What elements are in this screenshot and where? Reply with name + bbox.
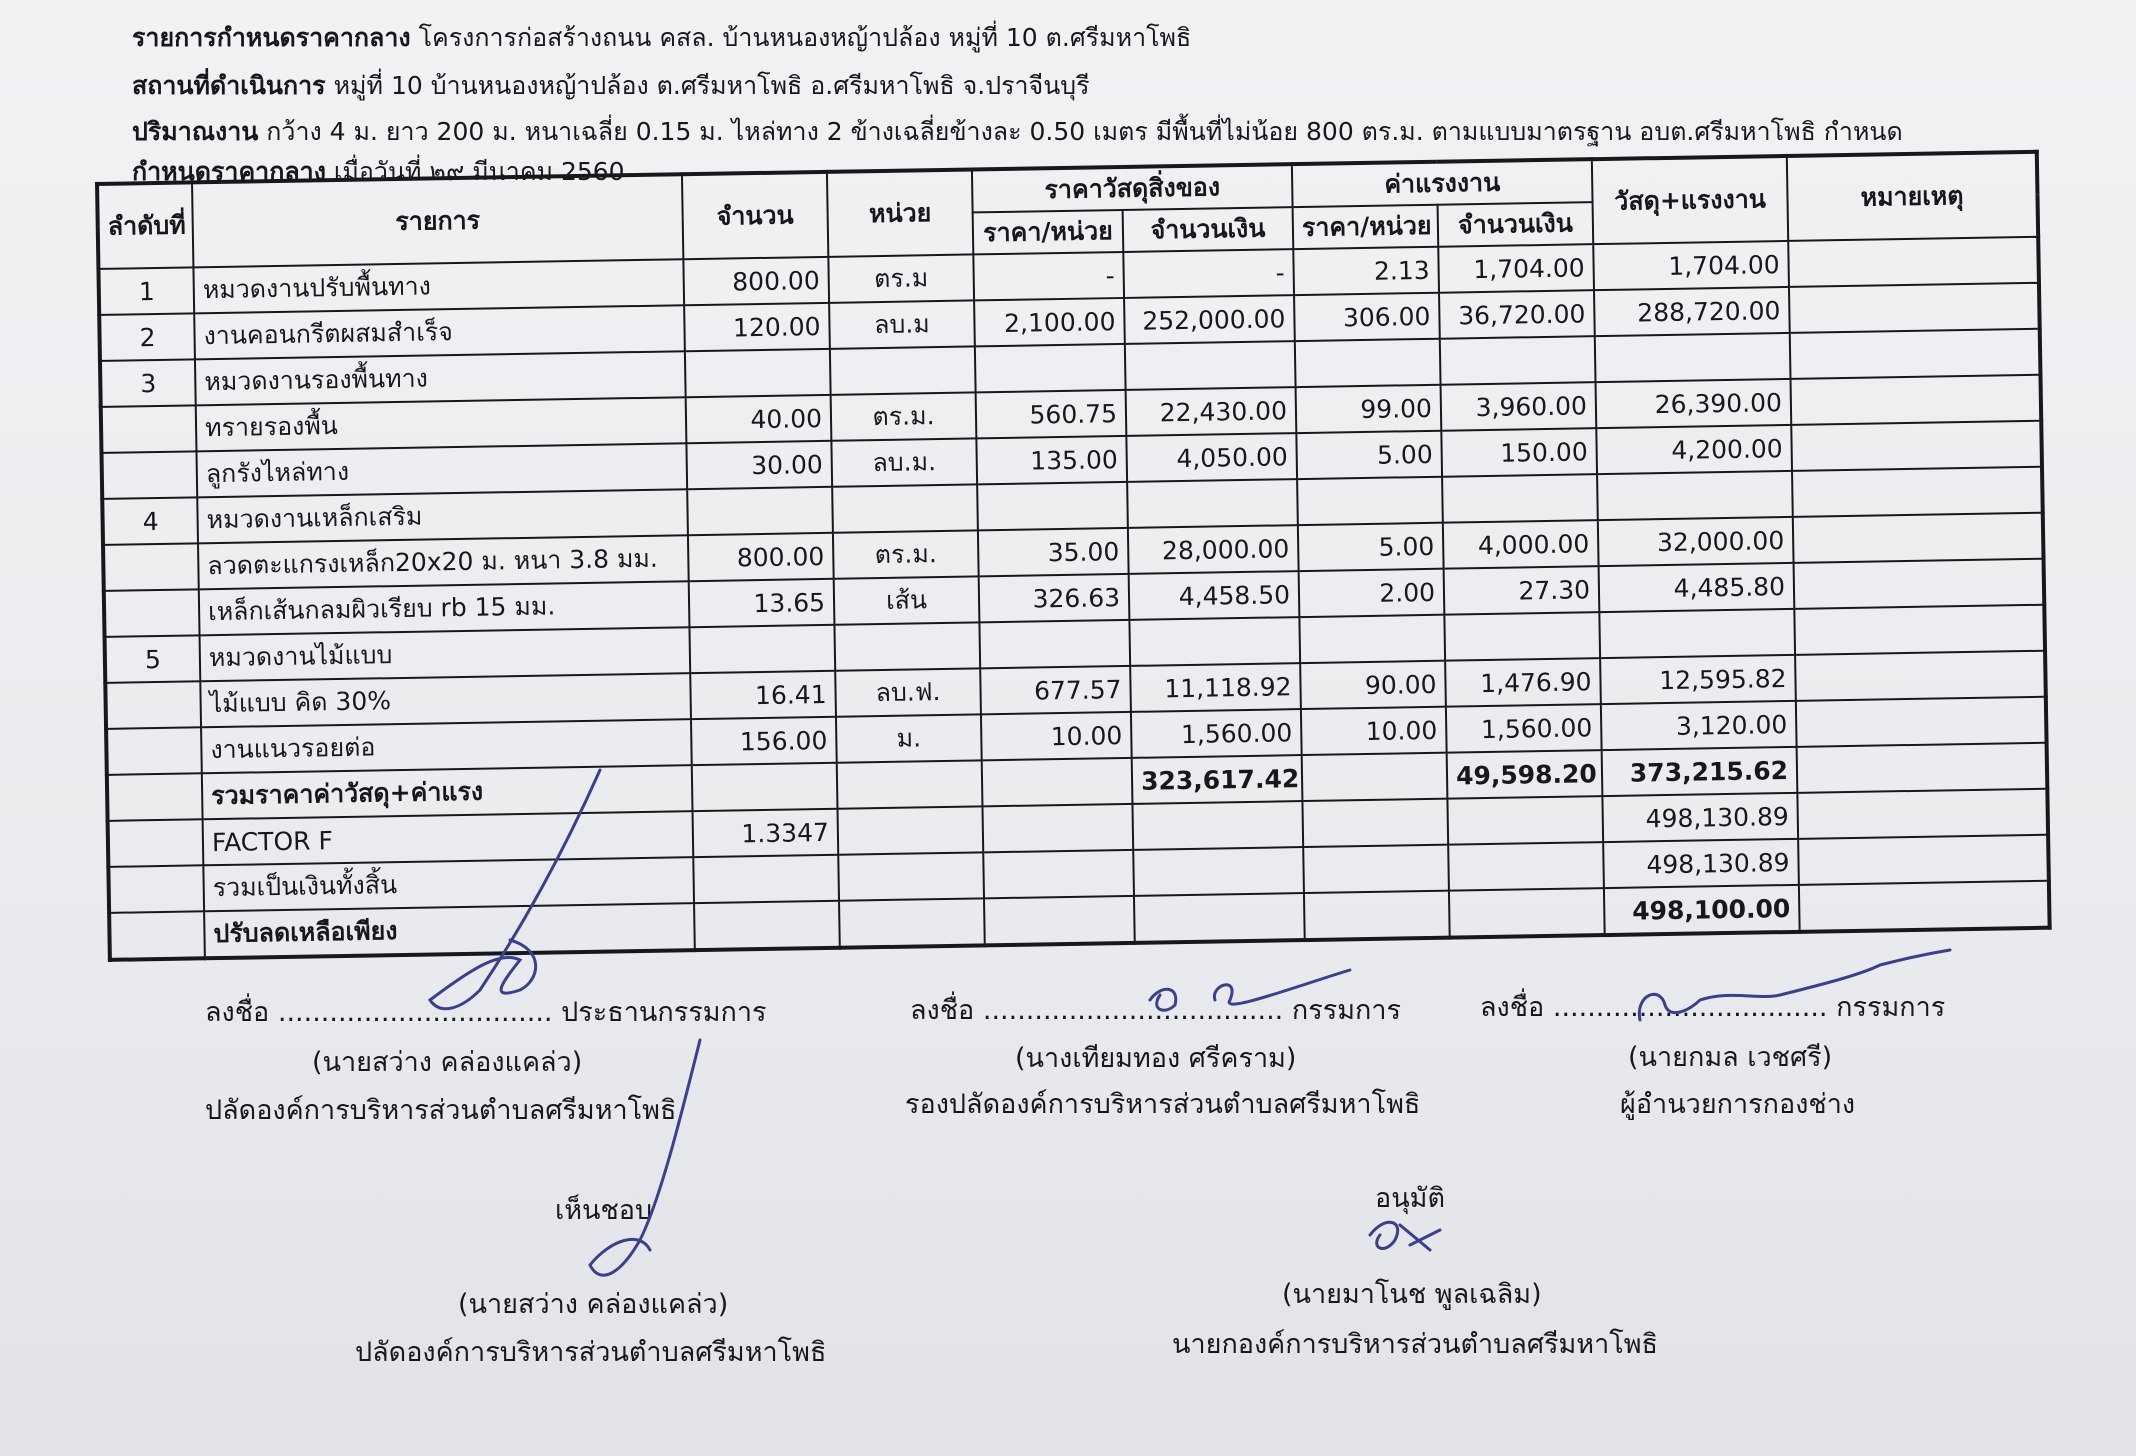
row-lab-amount: 4,000.00 (1443, 520, 1599, 569)
row-lab-price: 2.00 (1299, 569, 1445, 617)
signature-2 (910, 988, 1401, 1031)
approve-left-title: ปลัดองค์การบริหารส่วนตำบลศรีมหาโพธิ (355, 1337, 827, 1368)
signature-1 (205, 990, 767, 1033)
header-label-date: กำหนดราคากลาง (132, 157, 326, 186)
row-mat-amount: 22,430.00 (1126, 387, 1297, 436)
row-mat-price: 677.57 (980, 666, 1131, 714)
header-lab-unit-price: ราคา/หน่วย (1293, 205, 1439, 249)
row-lab-amount (1444, 612, 1600, 661)
row-lab-amount: 49,598.20 (1447, 750, 1603, 799)
row-no: 4 (102, 497, 198, 545)
row-unit: ม. (836, 714, 982, 762)
row-mat-amount (1129, 617, 1300, 666)
row-qty: 1.3347 (693, 809, 839, 857)
row-qty (685, 349, 831, 397)
row-lab-amount: 1,476.90 (1445, 658, 1601, 707)
signature-scribble-5 (1370, 1222, 1440, 1250)
row-qty: 13.65 (689, 579, 835, 627)
header-total: วัสดุ+แรงงาน (1592, 156, 1788, 244)
row-remark (1795, 651, 2046, 701)
row-remark (1792, 467, 2043, 517)
row-qty (693, 855, 839, 903)
row-qty: 156.00 (691, 717, 837, 765)
row-mat-price: 326.63 (979, 574, 1130, 622)
row-mat-amount (1125, 341, 1296, 390)
row-no: 5 (105, 635, 201, 683)
row-mat-amount: 28,000.00 (1128, 525, 1299, 574)
row-lab-amount: 3,960.00 (1441, 382, 1597, 431)
row-item: งานแนวรอยต่อ (201, 719, 692, 773)
approve-right-name: (นายมาโนช พูลเฉลิม) (1282, 1279, 1542, 1310)
row-item: เหล็กเส้นกลมผิวเรียบ rb 15 มม. (199, 581, 690, 635)
row-mat-amount: 252,000.00 (1124, 295, 1295, 344)
header-qty: จำนวน (682, 172, 828, 259)
row-item: หมวดงานไม้แบบ (200, 627, 691, 681)
row-item: หมวดงานเหล็กเสริม (197, 489, 688, 543)
row-qty: 30.00 (686, 441, 832, 489)
row-mat-price (982, 758, 1133, 806)
row-remark (1797, 789, 2048, 839)
row-remark (1799, 881, 2050, 932)
row-mat-amount: 1,560.00 (1131, 709, 1302, 758)
row-lab-price (1295, 339, 1441, 387)
row-mat-amount: 4,050.00 (1126, 433, 1297, 482)
row-item: งานคอนกรีตผสมสำเร็จ (194, 305, 685, 359)
row-mat-price: 10.00 (981, 712, 1132, 760)
row-lab-price: 5.00 (1298, 523, 1444, 571)
row-qty: 120.00 (684, 303, 830, 351)
row-remark (1789, 283, 2040, 333)
sign-prefix: ลงชื่อ (1480, 992, 1545, 1023)
row-item: FACTOR F (203, 811, 694, 865)
row-total: 498,130.89 (1603, 839, 1799, 888)
row-mat-price (982, 804, 1133, 852)
sign1-role: ประธานกรรมการ (561, 997, 767, 1028)
row-item: ลวดตะแกรงเหล็ก20x20 ม. หนา 3.8 มม. (198, 535, 689, 589)
row-remark (1790, 329, 2041, 379)
row-lab-amount (1440, 336, 1596, 385)
row-lab-price (1297, 477, 1443, 525)
row-mat-price (977, 482, 1128, 530)
sign-dots: ................................ (1552, 992, 1828, 1023)
row-no (105, 681, 201, 729)
sign-prefix: ลงชื่อ (910, 995, 975, 1026)
approve-right-title: นายกองค์การบริหารส่วนตำบลศรีมหาโพธิ (1172, 1329, 1659, 1360)
row-lab-amount: 150.00 (1441, 428, 1597, 477)
row-lab-amount (1447, 796, 1603, 845)
row-remark (1791, 375, 2042, 425)
row-no: 2 (99, 313, 195, 361)
row-lab-price: 306.00 (1294, 293, 1440, 341)
row-lab-price (1299, 615, 1445, 663)
price-table (95, 150, 2052, 962)
row-remark (1788, 237, 2039, 287)
row-mat-amount (1127, 479, 1298, 528)
row-remark (1796, 697, 2047, 747)
header-line-volume (132, 112, 1903, 152)
row-item: ลูกรังไหล่ทาง (196, 443, 687, 497)
header-item: รายการ (192, 174, 683, 267)
row-total (1597, 471, 1793, 520)
row-remark (1793, 513, 2044, 563)
row-qty (692, 763, 838, 811)
header-line-location (132, 66, 1090, 106)
row-total: 32,000.00 (1598, 517, 1794, 566)
sign2-name: (นางเทียมทอง ศรีคราม) (1015, 1043, 1297, 1074)
row-unit (830, 346, 976, 394)
row-unit (832, 484, 978, 532)
row-total: 4,485.80 (1599, 563, 1795, 612)
row-mat-price (984, 896, 1135, 945)
row-qty: 800.00 (688, 533, 834, 581)
row-mat-amount: - (1123, 249, 1294, 298)
row-total: 4,200.00 (1596, 425, 1792, 474)
sign3-name: (นายกมล เวชศรี) (1628, 1042, 1833, 1073)
row-qty: 40.00 (686, 395, 832, 443)
row-total: 498,130.89 (1602, 793, 1798, 842)
sign-dots: ................................ (277, 997, 553, 1028)
row-remark (1798, 835, 2049, 885)
row-lab-price (1303, 845, 1449, 893)
row-no: 1 (98, 267, 194, 315)
row-total: 1,704.00 (1593, 241, 1789, 290)
row-mat-price: 2,100.00 (974, 298, 1125, 346)
row-remark (1794, 559, 2045, 609)
sign3-title: ผู้อำนวยการกองช่าง (1620, 1089, 1856, 1120)
row-mat-price (975, 344, 1126, 392)
row-lab-amount: 1,560.00 (1446, 704, 1602, 753)
header-label-location: สถานที่ดำเนินการ (132, 71, 326, 100)
sign2-role: กรรมการ (1291, 995, 1402, 1026)
row-qty (689, 625, 835, 673)
row-unit: ลบ.ฟ. (835, 668, 981, 716)
row-unit: ตร.ม. (833, 530, 979, 578)
row-remark (1791, 421, 2042, 471)
row-no (101, 405, 197, 453)
sign1-name: (นายสว่าง คล่องแคล่ว) (312, 1047, 583, 1078)
row-no (106, 727, 202, 775)
row-total: 26,390.00 (1596, 379, 1792, 428)
row-lab-amount: 36,720.00 (1439, 290, 1595, 339)
header-text-date: เมื่อวันที่ ๒๙ มีนาคม 2560 (333, 157, 625, 186)
row-mat-amount (1132, 801, 1303, 850)
row-lab-amount (1442, 474, 1598, 523)
row-lab-price: 2.13 (1293, 247, 1439, 295)
row-no (107, 773, 203, 821)
row-lab-price (1302, 753, 1448, 801)
header-line-project (132, 18, 1191, 58)
header-label-project: รายการกำหนดราคากลาง (132, 23, 411, 52)
row-total: 12,595.82 (1600, 655, 1796, 704)
row-lab-price: 5.00 (1296, 431, 1442, 479)
header-no: ลำดับที่ (97, 182, 193, 269)
header-remark: หมายเหตุ (1787, 152, 2038, 241)
header-text-volume: กว้าง 4 ม. ยาว 200 ม. หนาเฉลี่ย 0.15 ม. ไหล่ทาง 2 ข้างเฉลี่ยข้างละ 0.50 เมตร มีพื้นที่ไม่น้อย 800 ตร.ม. ตามแบบมาตรฐาน อบต.ศรีมหาโพธิ กำหนด (266, 117, 1903, 146)
row-unit (834, 622, 980, 670)
row-unit: ลบ.ม (829, 300, 975, 348)
row-mat-price: 560.75 (976, 390, 1127, 438)
row-unit: ลบ.ม. (831, 438, 977, 486)
signature-scribble-4 (590, 1040, 700, 1275)
row-lab-amount (1449, 888, 1605, 938)
row-mat-amount: 4,458.50 (1129, 571, 1300, 620)
row-mat-amount: 11,118.92 (1130, 663, 1301, 712)
header-text-location: หมู่ที่ 10 บ้านหนองหญ้าปล้อง ต.ศรีมหาโพธิ อ.ศรีมหาโพธิ จ.ปราจีนบุรี (333, 71, 1090, 100)
row-no (101, 451, 197, 499)
row-remark (1794, 605, 2045, 655)
row-item: รวมเป็นเงินทั้งสิ้น (203, 857, 694, 911)
header-label-volume: ปริมาณงาน (132, 117, 259, 146)
sign1-title: ปลัดองค์การบริหารส่วนตำบลศรีมหาโพธิ (205, 1095, 677, 1126)
row-no (103, 543, 199, 591)
row-total: 498,100.00 (1604, 885, 1800, 935)
row-lab-price: 99.00 (1296, 385, 1442, 433)
row-unit: ตร.ม. (831, 392, 977, 440)
row-total: 288,720.00 (1594, 287, 1790, 336)
row-item: หมวดงานปรับพื้นทาง (193, 259, 684, 313)
row-lab-price (1304, 891, 1450, 940)
header-unit: หน่วย (827, 169, 973, 256)
row-mat-amount (1133, 847, 1304, 896)
row-lab-amount: 1,704.00 (1438, 244, 1594, 293)
row-item: หมวดงานรองพื้นทาง (195, 351, 686, 405)
approve-left-name: (นายสว่าง คล่องแคล่ว) (458, 1289, 729, 1320)
row-lab-price: 10.00 (1301, 707, 1447, 755)
row-mat-price: - (973, 252, 1124, 300)
row-qty: 16.41 (690, 671, 836, 719)
header-material-group: ราคาวัสดุสิ่งของ (972, 164, 1293, 212)
row-unit: เส้น (834, 576, 980, 624)
row-total (1599, 609, 1795, 658)
row-lab-amount (1448, 842, 1604, 891)
table-body (98, 237, 2049, 960)
row-item: ทรายรองพื้น (196, 397, 687, 451)
sign2-title: รองปลัดองค์การบริหารส่วนตำบลศรีมหาโพธิ (905, 1089, 1421, 1120)
row-no (108, 865, 204, 913)
row-total: 373,215.62 (1602, 747, 1798, 796)
row-unit: ตร.ม (828, 254, 974, 302)
row-item: ไม้แบบ คิด 30% (200, 673, 691, 727)
header-mat-unit-price: ราคา/หน่วย (973, 210, 1124, 254)
row-mat-amount (1134, 893, 1305, 943)
row-item: รวมราคาค่าวัสดุ+ค่าแรง (202, 765, 693, 819)
row-no (104, 589, 200, 637)
row-mat-amount: 323,617.42 (1132, 755, 1303, 804)
row-total (1595, 333, 1791, 382)
row-mat-price (979, 620, 1130, 668)
row-unit (837, 760, 983, 808)
row-qty: 800.00 (683, 257, 829, 305)
row-unit (838, 852, 984, 900)
row-mat-price (983, 850, 1134, 898)
row-total: 3,120.00 (1601, 701, 1797, 750)
row-lab-price: 90.00 (1300, 661, 1446, 709)
row-unit (839, 898, 985, 947)
sign-dots: ................................... (982, 995, 1284, 1026)
row-lab-price (1302, 799, 1448, 847)
header-lab-amount: จำนวนเงิน (1438, 202, 1594, 247)
header-mat-amount: จำนวนเงิน (1123, 207, 1294, 252)
row-item: ปรับลดเหลือเพียง (204, 903, 695, 958)
approve-right-label: อนุมัติ (1375, 1183, 1446, 1214)
header-text-project: โครงการก่อสร้างถนน คสล. บ้านหนองหญ้าปล้อง หมู่ที่ 10 ต.ศรีมหาโพธิ (418, 23, 1192, 52)
row-mat-price: 135.00 (976, 436, 1127, 484)
signature-3 (1480, 985, 1945, 1028)
row-lab-amount: 27.30 (1444, 566, 1600, 615)
row-mat-price: 35.00 (978, 528, 1129, 576)
approve-left-label: เห็นชอบ (555, 1195, 653, 1226)
row-no (108, 819, 204, 867)
sign3-role: กรรมการ (1836, 992, 1946, 1023)
row-no (109, 911, 205, 960)
header-labor-group: ค่าแรงงาน (1292, 159, 1593, 207)
row-remark (1797, 743, 2048, 793)
sign-prefix: ลงชื่อ (205, 997, 270, 1028)
row-unit (837, 806, 983, 854)
row-no: 3 (100, 359, 196, 407)
row-qty (687, 487, 833, 535)
row-qty (694, 901, 840, 950)
price-table-wrapper (95, 150, 2048, 982)
